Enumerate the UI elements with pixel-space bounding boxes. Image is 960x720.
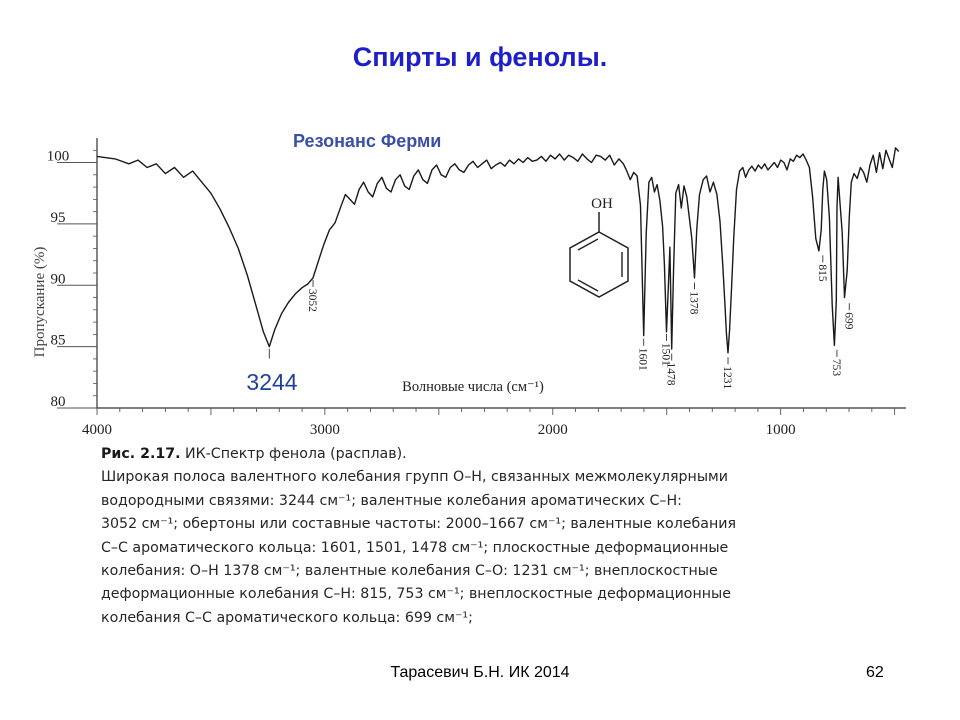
benzene-ring bbox=[570, 232, 628, 297]
caption-line: водородными связями: 3244 см⁻¹; валентные колебания ароматических С–Н: bbox=[101, 492, 682, 509]
caption-line: колебания С–С ароматического кольца: 699 см⁻¹; bbox=[101, 609, 473, 626]
peak-label-1601: 1601 bbox=[636, 347, 649, 371]
x-tick-label: 1000 bbox=[765, 422, 796, 438]
y-tick-label: 100 bbox=[46, 148, 70, 165]
y-tick-label: 90 bbox=[50, 271, 66, 288]
main-peak-label-3244: 3244 bbox=[246, 369, 298, 395]
x-axis-label: Волновые числа (см⁻¹) bbox=[402, 379, 544, 395]
peak-label-753: 753 bbox=[829, 358, 842, 377]
spectrum-curve bbox=[97, 148, 899, 353]
peak-label-1501: 1501 bbox=[659, 342, 672, 366]
footer-author: Тарасевич Б.Н. ИК 2014 bbox=[390, 664, 570, 681]
peak-label-1378: 1378 bbox=[687, 291, 700, 315]
caption-line: 3052 см⁻¹; обертоны или составные частоты: 2000–1667 см⁻¹; валентные колебания bbox=[101, 516, 737, 533]
hydroxyl-label: OH bbox=[591, 196, 613, 212]
phenol-structure bbox=[570, 196, 628, 297]
peak-label-1231: 1231 bbox=[721, 366, 734, 390]
x-tick-label: 2000 bbox=[537, 422, 568, 438]
peak-labels bbox=[269, 255, 854, 389]
x-tick-label: 3000 bbox=[309, 422, 340, 438]
y-tick-label: 80 bbox=[50, 394, 66, 410]
fermi-resonance-label: Резонанс Ферми bbox=[293, 131, 442, 151]
page-number: 62 bbox=[866, 664, 884, 681]
peak-label-1478: 1478 bbox=[664, 362, 677, 386]
ring-double-bond-2 bbox=[578, 280, 598, 291]
caption-line: С–С ароматического кольца: 1601, 1501, 1478 см⁻¹; плоскостные деформационные bbox=[101, 539, 729, 556]
peak-label-699: 699 bbox=[842, 312, 855, 330]
caption-line: колебания: О–Н 1378 см⁻¹; валентные колебания С–О: 1231 см⁻¹; внеплоскостные bbox=[101, 563, 718, 580]
chart-axes bbox=[97, 138, 906, 408]
caption-figure-title: ИК-Спектр фенола (расплав). bbox=[180, 446, 407, 462]
caption-line: Широкая полоса валентного колебания групп О–Н, связанных межмолекулярными bbox=[101, 469, 728, 486]
ring-double-bond-3 bbox=[578, 239, 598, 250]
figure-caption bbox=[101, 443, 891, 630]
y-axis-label: Пропускание (%) bbox=[32, 246, 48, 358]
x-tick-label: 4000 bbox=[82, 422, 112, 438]
peak-label-815: 815 bbox=[815, 264, 828, 282]
slide-title: Спирты и фенолы. bbox=[352, 42, 608, 72]
peak-label-3052: 3052 bbox=[306, 288, 319, 312]
y-tick-label: 95 bbox=[50, 209, 66, 226]
caption-figure-number: Рис. 2.17. bbox=[101, 446, 181, 462]
y-tick-label: 85 bbox=[50, 332, 66, 349]
caption-heading bbox=[101, 443, 891, 466]
caption-line: деформационные колебания С–Н: 815, 753 см⁻¹; внеплоскостные деформационные bbox=[101, 586, 731, 603]
